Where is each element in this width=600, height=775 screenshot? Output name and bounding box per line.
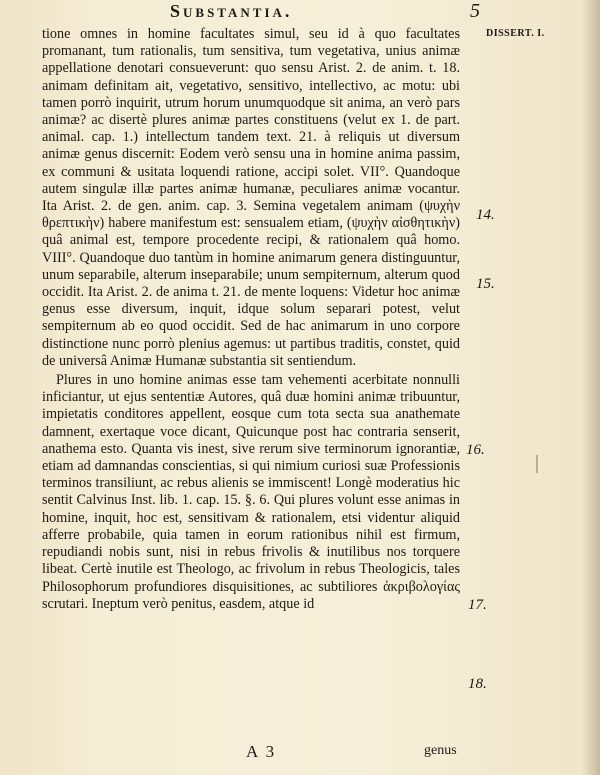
page-footer — [0, 742, 600, 772]
margin-number: 18. — [468, 676, 487, 692]
margin-number: 14. — [476, 207, 495, 223]
signature-mark: A 3 — [246, 742, 277, 761]
paragraph: Plures in uno homine animas esse tam vehementi acerbitate nonnulli inficiantur, ut ejus sententiæ Autores, quâ duæ homini animæ tribuuntur, impietatis conditores appellent, eosque cum tota secta sua anathemate damnent, exertaque voce dicant, Quicunque post hac contraria senserit, anathema esto. Quanta vis inest, sive rerum sive terminorum ignorantiæ, etiam ad damnandas conscientias, si qui nimium curiosi suæ Professionis terminos transiliunt, ac rebus alienis se immiscent! Longè moderatius hic sentit Calvinus Inst. lib. 1. cap. 15. §. 6. Qui plures volunt esse animas in homine, inquit, hoc est, sensitivam & rationalem, etsi videntur aliquid afferre probabile, quia tamen in eorum rationibus nihil est firmum, repudiandi nobis sunt, nisi in rebus frivolis & inutilibus nos torquere libeat. Certè inutile est Theologo, ac frivolum in rebus Theologicis, tales Philosophorum profundiores disquisitiones, ac subtiliores ἀκριβολογίας scrutari. Ineptum verò penitus, easdem, atque id — [42, 372, 460, 612]
running-head: Substantia. — [170, 1, 293, 21]
paper-blemish — [536, 455, 538, 473]
margin-number: 15. — [476, 276, 495, 292]
page-header — [0, 0, 600, 22]
section-marker: DISSERT. I. — [486, 28, 545, 39]
margin-number: 16. — [466, 442, 485, 458]
page-number: 5 — [470, 0, 480, 22]
catchword: genus — [424, 743, 457, 758]
margin-number: 17. — [468, 597, 487, 613]
main-text — [42, 26, 460, 613]
paragraph: tione omnes in homine facultates simul, seu id à quo facultates promanant, tum rationalis, tum sensitiva, tum vegetativa, unius animæ appellatione denotari consueverunt: quo sensu Arist. 2. de anim. t. 18. animam definitam ait, vegetativo, sensitivo, intellectivo, ac motu: ubi tamen porrò inquirit, utrum horum unumquodque sit anima, an verò pars animæ? ac disertè plures animæ partes constituens (velut ex 1. de part. animal. cap. 1.) intellectum tandem text. 21. à reliquis ut diversum animæ genus discernit: Eodem verò sensu una in homine anima passim, ex communi & usitata loquendi ratione, accipi solet. VII°. Quandoque autem singulæ illæ partes animæ humanæ, peculiares animæ vocantur. Ita Arist. 2. de gen. anim. cap. 3. Semina vegetalem animam (ψυχὴν θρεπτικὴν) habere manifestum est: sensualem etiam, (ψυχὴν αἰσθητικὴν) quâ animal est, tempore procedente recipi, & rationalem quâ homo. VIII°. Quandoque duo tantùm in homine animarum genera distinguuntur, unum separabile, alterum inseparabile; unum sempiternum, alterum quod occidit. Ita Arist. 2. de anima t. 21. de mente loquens: Videtur hoc animæ genus esse diversum, inquit, idque solum separari potest, velut sempiternum ab eo quod occidit. Sed de hac animarum in uno corpore distinctione nunc porrò plenius agemus: ut partibus traditis, constet, quid de universâ Animæ Humanæ substantia sit sentiendum. — [42, 26, 460, 369]
